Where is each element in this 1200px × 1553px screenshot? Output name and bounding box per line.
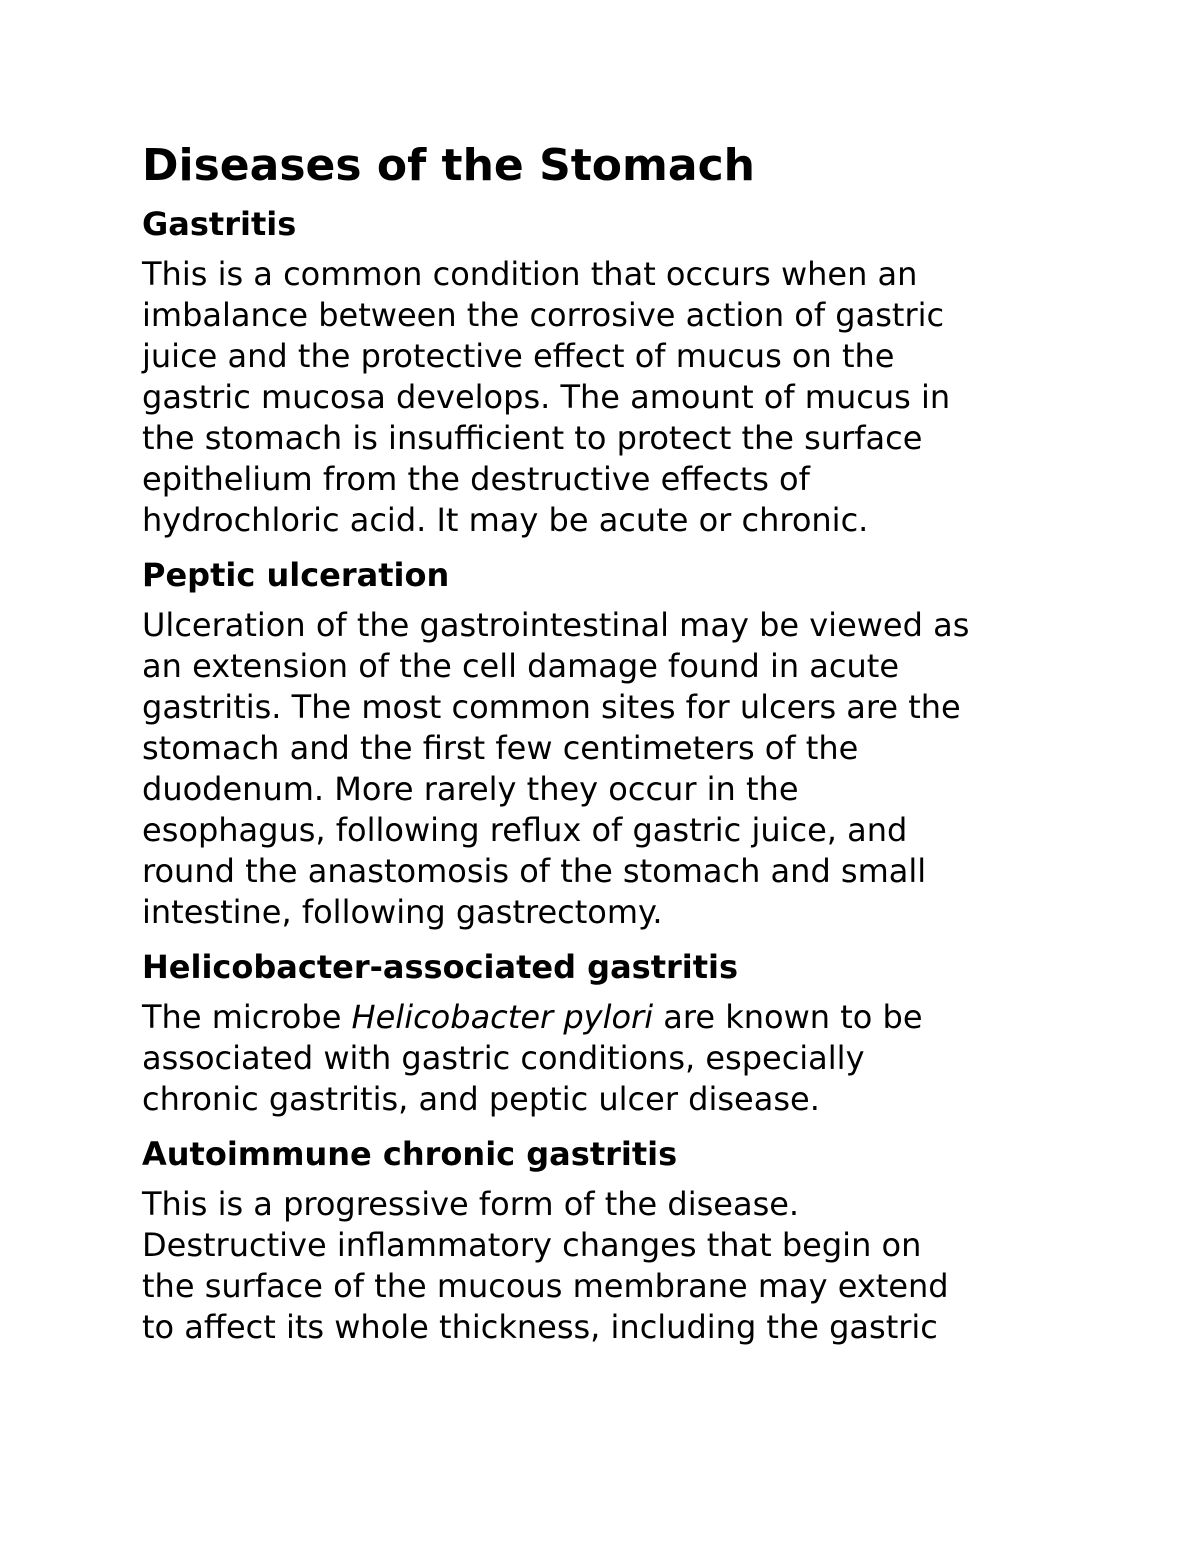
paragraph-gastritis bbox=[142, 254, 1072, 541]
paragraph-peptic-ulceration bbox=[142, 605, 1072, 933]
text-line: Destructive inflammatory changes that begin on bbox=[142, 1226, 922, 1264]
text-line bbox=[142, 997, 1072, 1038]
section-heading-helicobacter-gastritis: Helicobacter-associated gastritis bbox=[142, 948, 739, 986]
text-line: esophagus, following reflux of gastric juice, and bbox=[142, 811, 908, 849]
document-title: Diseases of the Stomach bbox=[142, 140, 755, 191]
text-line: an extension of the cell damage found in acute bbox=[142, 647, 899, 685]
document-page bbox=[142, 138, 1072, 1362]
text-line: epithelium from the destructive effects of bbox=[142, 460, 810, 498]
text-line: juice and the protective effect of mucus on the bbox=[142, 337, 895, 375]
text-line: to affect its whole thickness, including the gastric bbox=[142, 1308, 938, 1346]
section-heading-peptic-ulceration: Peptic ulceration bbox=[142, 556, 450, 594]
paragraph-autoimmune-gastritis bbox=[142, 1184, 1072, 1348]
paragraph-helicobacter-gastritis bbox=[142, 997, 1072, 1120]
text-line: This is a progressive form of the disease. bbox=[142, 1185, 800, 1223]
text-line: stomach and the first few centimeters of the bbox=[142, 729, 859, 767]
text-line: intestine, following gastrectomy. bbox=[142, 893, 663, 931]
text-line: gastritis. The most common sites for ulcers are the bbox=[142, 688, 961, 726]
section-heading-gastritis: Gastritis bbox=[142, 205, 297, 243]
text-line: associated with gastric conditions, especially bbox=[142, 1039, 865, 1077]
text-line: the surface of the mucous membrane may extend bbox=[142, 1267, 949, 1305]
text-line: gastric mucosa develops. The amount of mucus in bbox=[142, 378, 951, 416]
text-line: hydrochloric acid. It may be acute or chronic. bbox=[142, 501, 869, 539]
text-line: This is a common condition that occurs when an bbox=[142, 255, 918, 293]
text-line: chronic gastritis, and peptic ulcer disease. bbox=[142, 1080, 820, 1118]
text-run: The microbe bbox=[142, 998, 352, 1036]
text-run: are known to be bbox=[653, 998, 923, 1036]
section-heading-autoimmune-gastritis: Autoimmune chronic gastritis bbox=[142, 1135, 678, 1173]
text-line: round the anastomosis of the stomach and small bbox=[142, 852, 927, 890]
text-line: Ulceration of the gastrointestinal may be viewed as bbox=[142, 606, 970, 644]
text-line: imbalance between the corrosive action of gastric bbox=[142, 296, 945, 334]
text-line: duodenum. More rarely they occur in the bbox=[142, 770, 799, 808]
italic-species-name: Helicobacter pylori bbox=[351, 998, 654, 1036]
text-line: the stomach is insufficient to protect the surface bbox=[142, 419, 923, 457]
